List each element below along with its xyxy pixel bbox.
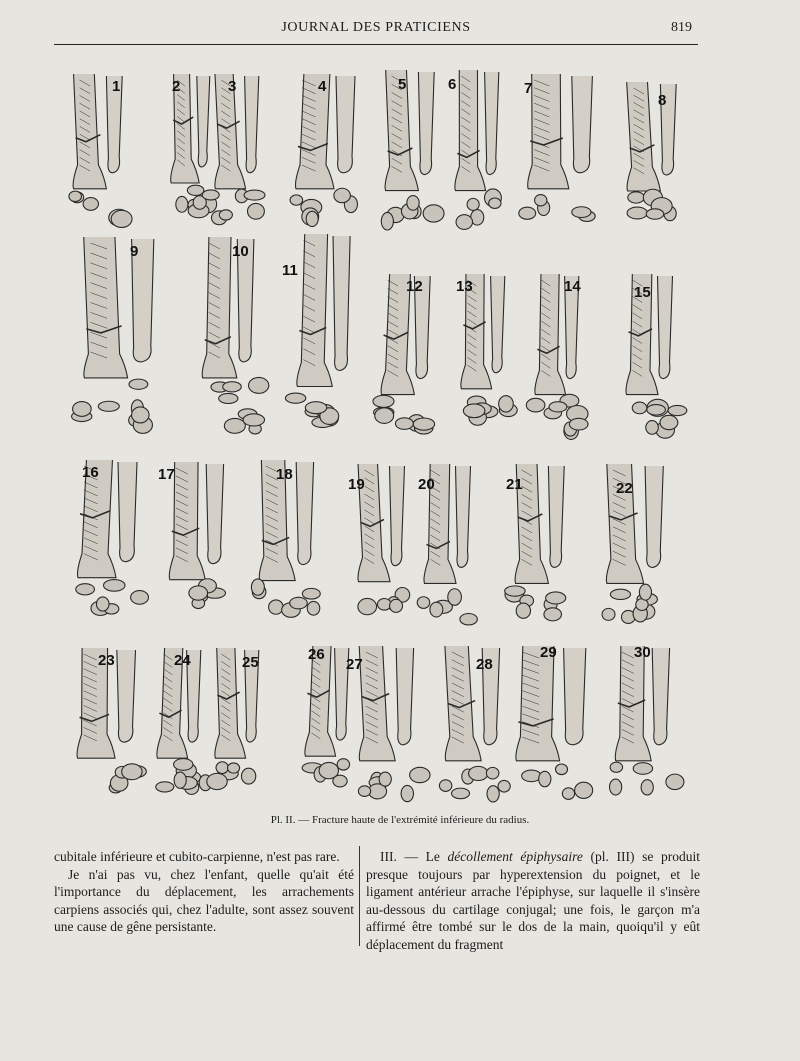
bone-sketch	[368, 272, 448, 442]
paragraph-text: (pl. III) se produit presque toujours par hyperextension du poignet, et le ligament antérieur arrache l'épiphyse, sur laquelle il s'insère au-dessous du cartilage conjugal; une fois, le garçon m'a affirmé être tombé sur le dos de la main, quoiqu'il y eût déplacement du fragment	[366, 849, 700, 952]
bone-sketch	[62, 235, 182, 440]
figure-number: 3	[228, 78, 237, 95]
bone-sketch	[450, 272, 520, 432]
figure-number: 10	[232, 243, 249, 260]
bone-sketch	[600, 644, 690, 804]
figure-number: 9	[130, 243, 139, 260]
wrist-fracture-figure	[188, 235, 273, 440]
figure-number: 27	[346, 656, 363, 673]
wrist-fracture-figure	[154, 460, 244, 625]
wrist-fracture-figure	[346, 462, 421, 627]
figure-number: 22	[616, 480, 633, 497]
figure-number: 25	[242, 654, 259, 671]
wrist-fracture-figure	[244, 458, 334, 628]
figure-number: 18	[276, 466, 293, 483]
wrist-fracture-figure	[62, 235, 182, 440]
left-column	[54, 848, 354, 936]
page-header	[54, 18, 698, 44]
section-heading: III. — Le	[380, 849, 448, 864]
bone-sketch	[614, 272, 689, 442]
figure-number: 15	[634, 284, 651, 301]
bone-sketch	[372, 68, 452, 238]
bone-sketch	[204, 72, 274, 232]
page-number: 819	[671, 20, 692, 35]
bone-sketch	[524, 272, 594, 442]
wrist-fracture-figure	[282, 232, 370, 457]
wrist-fracture-figure	[412, 462, 487, 630]
wrist-fracture-figure	[444, 68, 514, 238]
figure-number: 23	[98, 652, 115, 669]
wrist-fracture-figure	[494, 644, 614, 804]
figure-number: 5	[398, 76, 407, 93]
figure-number: 1	[112, 78, 121, 95]
right-column	[366, 848, 700, 953]
bone-sketch	[60, 458, 160, 623]
paragraph	[366, 848, 700, 953]
bone-sketch	[494, 644, 614, 804]
figure-plate	[54, 60, 698, 810]
bone-sketch	[154, 460, 244, 625]
paragraph: Je n'ai pas vu, chez l'enfant, quelle qu'ait été l'importance du déplacement, les arrachements carpiens associés qui, chez l'adulte, sont assez souvent une cause de gêne persistante.	[54, 866, 354, 934]
wrist-fracture-figure	[204, 646, 274, 798]
wrist-fracture-figure	[502, 462, 582, 630]
wrist-fracture-figure	[60, 458, 160, 623]
wrist-fracture-figure	[508, 72, 618, 232]
figure-number: 11	[282, 262, 298, 279]
figure-number: 13	[456, 278, 473, 295]
wrist-fracture-figure	[524, 272, 594, 442]
wrist-fracture-figure	[60, 646, 158, 798]
figure-number: 2	[172, 78, 181, 95]
figure-number: 7	[524, 80, 533, 97]
wrist-fracture-figure	[450, 272, 520, 432]
figure-number: 12	[406, 278, 423, 295]
figure-number: 4	[318, 78, 327, 95]
bone-sketch	[244, 458, 334, 628]
wrist-fracture-figure	[60, 72, 140, 232]
figure-number: 21	[506, 476, 523, 493]
figure-number: 26	[308, 646, 325, 663]
header-rule	[54, 44, 698, 45]
figure-number: 6	[448, 76, 457, 93]
wrist-fracture-figure	[614, 80, 694, 230]
term: décollement épiphysaire	[447, 849, 583, 864]
figure-number: 30	[634, 644, 651, 661]
figure-number: 8	[658, 92, 667, 109]
plate-caption: Pl. II. — Fracture haute de l'extrémité inférieure du radius.	[270, 814, 530, 826]
figure-number: 20	[418, 476, 435, 493]
bone-sketch	[590, 462, 685, 630]
wrist-fracture-figure	[590, 462, 685, 630]
wrist-fracture-figure	[372, 68, 452, 238]
wrist-fracture-figure	[614, 272, 689, 442]
figure-number: 29	[540, 644, 557, 661]
journal-title: JOURNAL DES PRATICIENS	[281, 20, 471, 35]
wrist-fracture-figure	[204, 72, 274, 232]
wrist-fracture-figure	[600, 644, 690, 804]
paragraph: cubitale inférieure et cubito-carpienne, n'est pas rare.	[54, 849, 340, 864]
column-divider	[359, 846, 360, 946]
wrist-fracture-figure	[344, 644, 434, 804]
bone-sketch	[204, 646, 274, 798]
bone-sketch	[60, 72, 140, 232]
wrist-fracture-figure	[368, 272, 448, 442]
figure-number: 16	[82, 464, 99, 481]
bone-sketch	[188, 235, 273, 440]
wrist-fracture-figure	[278, 72, 378, 232]
figure-number: 24	[174, 652, 191, 669]
figure-number: 14	[564, 278, 581, 295]
figure-number: 17	[158, 466, 175, 483]
bone-sketch	[444, 68, 514, 238]
bone-sketch	[278, 72, 378, 232]
bone-sketch	[614, 80, 694, 230]
figure-number: 19	[348, 476, 365, 493]
figure-number: 28	[476, 656, 493, 673]
